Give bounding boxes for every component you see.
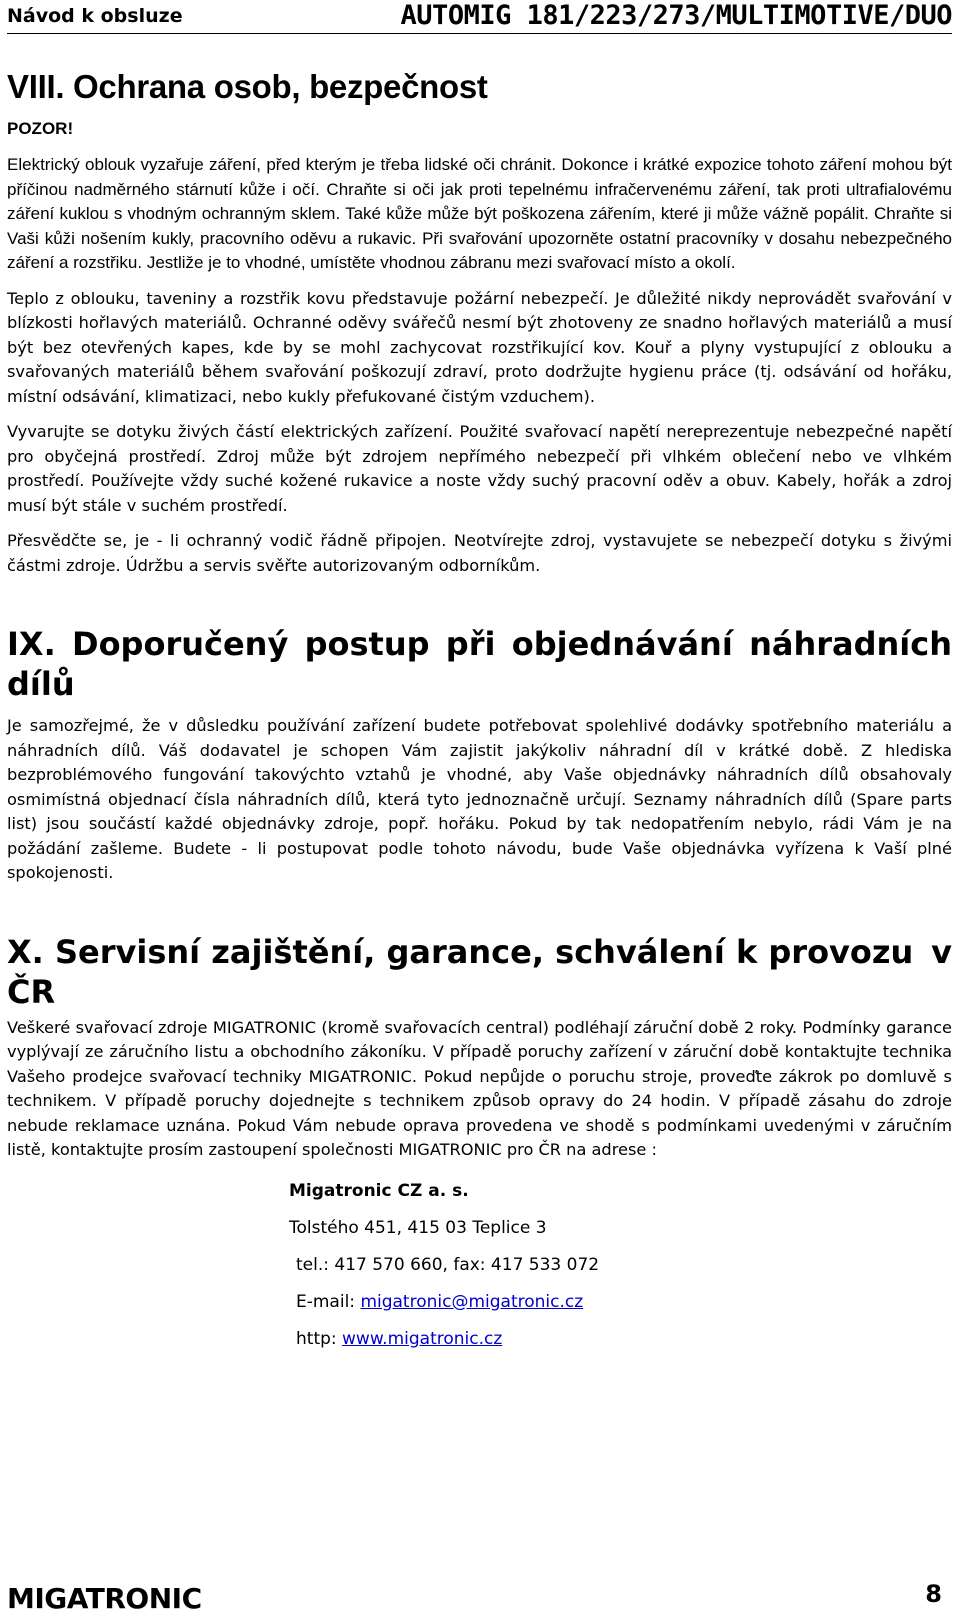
section-9-paragraph: Je samozřejmé, že v důsledku používání zařízení budete potřebovat spolehlivé dodávky spotřebního materiálu a náhradních dílů. Váš dodavatel je schopen Vám zajistit jakýkoliv náhradní díl v krátké době. Z hlediska bezproblémového fungování takovýchto vztahů je vhodné, aby Vaše objednávky náhradních dílů obsahovaly osmimístná objednací čísla náhradních dílů, která tyto jednoznačně určují. Seznamy náhradních dílů (Spare parts list) jsou součástí každé objednávky zdroje, popř. hořáku. Pokud by tak nedopatřením nebylo, rádi Vám je na požádání zašleme. Budete - li postupovat podle tohoto návodu, bude Vaše objednávka vyřízena k Vaší plné spokojenosti. (7, 716, 952, 883)
section-10-paragraph: Veškeré svařovací zdroje MIGATRONIC (kromě svařovacích central) podléhají záruční době 2 roky. Podmínky garance vyplývají ze záručního listu a obchodního zákoníku. V případě poruchy zařízení v záruční době kontaktujte technika Vašeho prodejce svařovací techniky MIGATRONIC. Pokud nepůjde o poruchu stroje, proveďte zákrok po domluvě s technikem. V případě poruchy dojednejte s technikem způsob opravy do 24 hodin. V případě zásahu do zdroje nebude reklamace uznána. Pokud Vám nebude oprava provedena ve shodě s podmínkami uvedenými v záručním listě, kontaktujte prosím zastoupení společnosti MIGATRONIC pro ČR na adrese : (7, 1017, 952, 1160)
web-link[interactable]: www.migatronic.cz (342, 1328, 503, 1349)
page-content (7, 66, 952, 1358)
logo-wordmark: MIGATRONIC (7, 1582, 202, 1612)
web-label: http: (296, 1328, 343, 1349)
email-label: E-mail: (296, 1291, 361, 1312)
section-10-title-main: X. Servisní zajištění, garance, schválení k provozu (7, 932, 914, 971)
section-8-paragraph-2: Teplo z oblouku, taveniny a rozstřik kovu představuje požární nebezpečí. Je důležité nikdy neprovádět svařování v blízkosti hořlavých materiálů. Ochranné oděvy svářečů nesmí být zhotoveny ze snadno hořlavých materiálů a musí být bez otevřených kapes, kde by se mohl zachycovat rozstřikující kov. Kouř a plyny vystupující z oblouku a svařovaných materiálů během svařování poškozují zdraví, proto dodržujte hygienu práce (tj. odsávání od hořáku, místní odsávání, klimatizaci, nebo kukly přefukované čistým vzduchem). (7, 288, 952, 406)
section-8-paragraph-3: Vyvarujte se dotyku živých částí elektrických zařízení. Použité svařovací napětí nereprezentuje nebezpečné napětí pro obyčejná prostředí. Zdroj může být zdrojem nepřímého nebezpečí při vlhkém oblečení nebo ve vlhkém prostředí. Používejte vždy suché kožené rukavice a noste vždy suchý pracovní oděv a obuv. Kabely, hořák a zdroj musí být stále v suchém prostředí. (7, 422, 952, 515)
section-8-paragraph-4: Přesvědčte se, je - li ochranný vodič řádně připojen. Neotvírejte zdroj, vystavujete se nebezpečí dotyku s živými částmi zdroje. Údržbu a servis svěřte autorizovaným odborníkům. (7, 531, 952, 575)
email-link[interactable]: migatronic@migatronic.cz (360, 1291, 584, 1312)
page-number: 8 (925, 1580, 942, 1608)
page-footer (7, 1580, 952, 1614)
address-company: Migatronic CZ a. s. (289, 1180, 469, 1201)
header-manual-title: Návod k obsluze (7, 5, 183, 27)
migatronic-logo (7, 1582, 227, 1612)
page-header (7, 0, 952, 34)
service-address (289, 1173, 952, 1358)
address-street: Tolstého 451, 415 03 Teplice 3 (289, 1217, 547, 1238)
section-10-title-line-1 (7, 932, 952, 972)
section-10-title-line-2: ČR (7, 972, 56, 1011)
warning-label: POZOR! (7, 119, 74, 139)
section-8-paragraph-1: Elektrický oblouk vyzařuje záření, před kterým je třeba lidské oči chránit. Dokonce i krátké expozice tohoto záření mohou být příčinou nadměrného stárnutí kůže i očí. Chraňte si oči jak proti tepelnému infračervenému záření, tak proti ultrafialovému záření kuklou s vhodným ochranným sklem. Také kůže může být poškozena zářením, které ji může vážně popálit. Chraňte si Vaši kůži nošením kukly, pracovního oděvu a rukavic. Při svařování upozorněte ostatní pracovníky v dosahu nebezpečného záření a rozstřiku. Jestliže je to vhodné, umístěte vhodnou zábranu mezi svařovací místo a okolí. (7, 155, 952, 273)
address-email-row (289, 1284, 952, 1321)
section-9-title-line-1: IX. Doporučený postup při objednávání náhradních (7, 625, 952, 664)
section-8-title: VIII. Ochrana osob, bezpečnost (7, 68, 488, 105)
address-web-row (289, 1321, 952, 1358)
section-10-title (7, 932, 952, 1012)
section-10-title-tail: v (931, 932, 952, 971)
section-9-title-line-2: dílů (7, 665, 75, 704)
section-9-title (7, 624, 952, 704)
address-phone: tel.: 417 570 660, fax: 417 533 072 (296, 1254, 600, 1275)
header-product-name: AUTOMIG 181/223/273/MULTIMOTIVE/DUO (400, 0, 952, 31)
